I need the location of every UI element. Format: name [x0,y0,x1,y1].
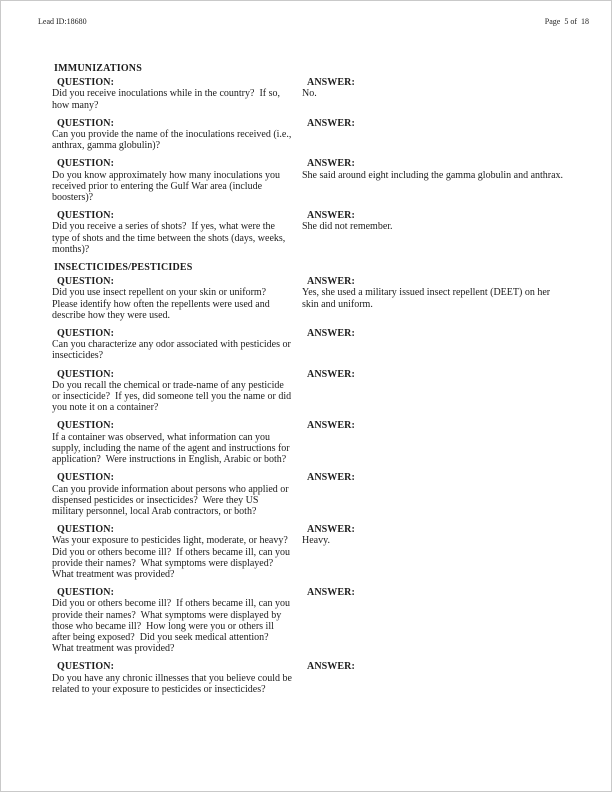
page-number: Page 5 of 18 [544,17,589,26]
answer-label: ANSWER: [307,587,355,599]
question-label: QUESTION: [57,328,115,340]
answer-label: ANSWER: [307,158,355,170]
qa-row [52,158,591,203]
question-column [52,328,302,362]
answer-column [302,472,564,517]
question-label: QUESTION: [57,472,115,484]
answer-label: ANSWER: [307,368,355,380]
section [52,63,591,255]
answer-label: ANSWER: [307,276,355,288]
question-text: Do you recall the chemical or trade-name of any pesticide or insecticide? If yes, did someone tell you the name or did you note it on a container? [52,379,294,414]
section [52,262,591,695]
question-text: Do you have any chronic illnesses that you believe could be related to your exposure to pesticides or insecticides? [52,672,295,695]
question-text: Do you know approximately how many inoculations you received prior to entering the Gulf War area (include boosters)? [52,169,283,204]
qa-row [52,328,591,362]
answer-label: ANSWER: [307,210,355,222]
question-text: If a container was observed, what information can you supply, including the name of the agent and instructions for application? Were instructions in English, Arabic or both? [52,431,293,466]
question-text: Did you receive inoculations while in the country? If so, how many? [52,88,283,111]
answer-text: Yes, she used a military issued insect repellent (DEET) on her skin and uniform. [302,287,553,310]
section-rows [52,276,591,695]
question-label: QUESTION: [57,210,115,222]
question-column [52,118,302,152]
answer-text: She did not remember. [302,221,393,233]
question-text: Did you or others become ill? If others became ill, can you provide their names? What symptoms were displayed by those who became ill? How long were you or others ill after being exposed? Did you seek medical attention? What treatment was provided? [52,598,293,655]
answer-column [302,420,564,465]
answer-column [302,328,564,362]
answer-column [302,118,564,152]
answer-column [302,276,564,321]
answer-column [302,369,564,414]
answer-label: ANSWER: [307,77,355,89]
question-label: QUESTION: [57,117,115,129]
qa-row [52,276,591,321]
qa-row [52,210,591,255]
question-label: QUESTION: [57,77,115,89]
qa-row [52,472,591,517]
question-text: Was your exposure to pesticides light, moderate, or heavy? Did you or others become ill? If others became ill, can you provide their names? What symptoms were displayed? What treatment was provided? [52,535,293,580]
question-label: QUESTION: [57,587,115,599]
question-label: QUESTION: [57,368,115,380]
question-label: QUESTION: [57,158,115,170]
answer-text: Heavy. [302,535,330,547]
question-column [52,369,302,414]
lead-id: Lead ID:18680 [38,17,87,26]
answer-text: She said around eight including the gamma globulin and anthrax. [302,169,564,181]
question-text: Can you provide the name of the inoculations received (i.e., anthrax, gamma globulin)? [52,129,294,152]
question-label: QUESTION: [57,276,115,288]
qa-row [52,661,591,695]
qa-row [52,420,591,465]
section-title: INSECTICIDES/PESTICIDES [54,262,193,274]
answer-text: No. [302,88,317,100]
section-title: IMMUNIZATIONS [54,63,142,74]
answer-label: ANSWER: [307,472,355,484]
question-column [52,158,302,203]
answer-column [302,77,564,111]
question-column [52,210,302,255]
qa-row [52,587,591,654]
question-column [52,587,302,654]
section-rows [52,77,591,255]
answer-column [302,158,564,203]
answer-column [302,210,564,255]
question-column [52,77,302,111]
answer-label: ANSWER: [307,524,355,536]
question-column [52,472,302,517]
answer-column [302,524,564,580]
page-header [38,17,589,27]
question-text: Can you provide information about persons who applied or dispensed pesticides or insecticides? Were they US military personnel, local Arab contractors, or both? [52,483,292,517]
qa-row [52,118,591,152]
question-label: QUESTION: [57,524,115,536]
qa-row [52,524,591,580]
qa-row [52,77,591,111]
question-column [52,661,302,695]
question-text: Can you characterize any odor associated with pesticides or insecticides? [52,339,294,362]
qa-content [52,63,591,702]
answer-label: ANSWER: [307,328,355,340]
answer-label: ANSWER: [307,661,355,673]
answer-column [302,587,564,654]
question-label: QUESTION: [57,420,115,432]
question-column [52,276,302,321]
question-text: Did you use insect repellent on your skin or uniform? Please identify how often the repellents were used and describe how they were used. [52,287,273,321]
answer-label: ANSWER: [307,117,355,129]
answer-label: ANSWER: [307,420,355,432]
qa-row [52,369,591,414]
question-label: QUESTION: [57,661,115,673]
question-column [52,420,302,465]
answer-column [302,661,564,695]
question-column [52,524,302,580]
question-text: Did you receive a series of shots? If yes, what were the type of shots and the time between the shots (days, weeks, months)? [52,221,288,255]
